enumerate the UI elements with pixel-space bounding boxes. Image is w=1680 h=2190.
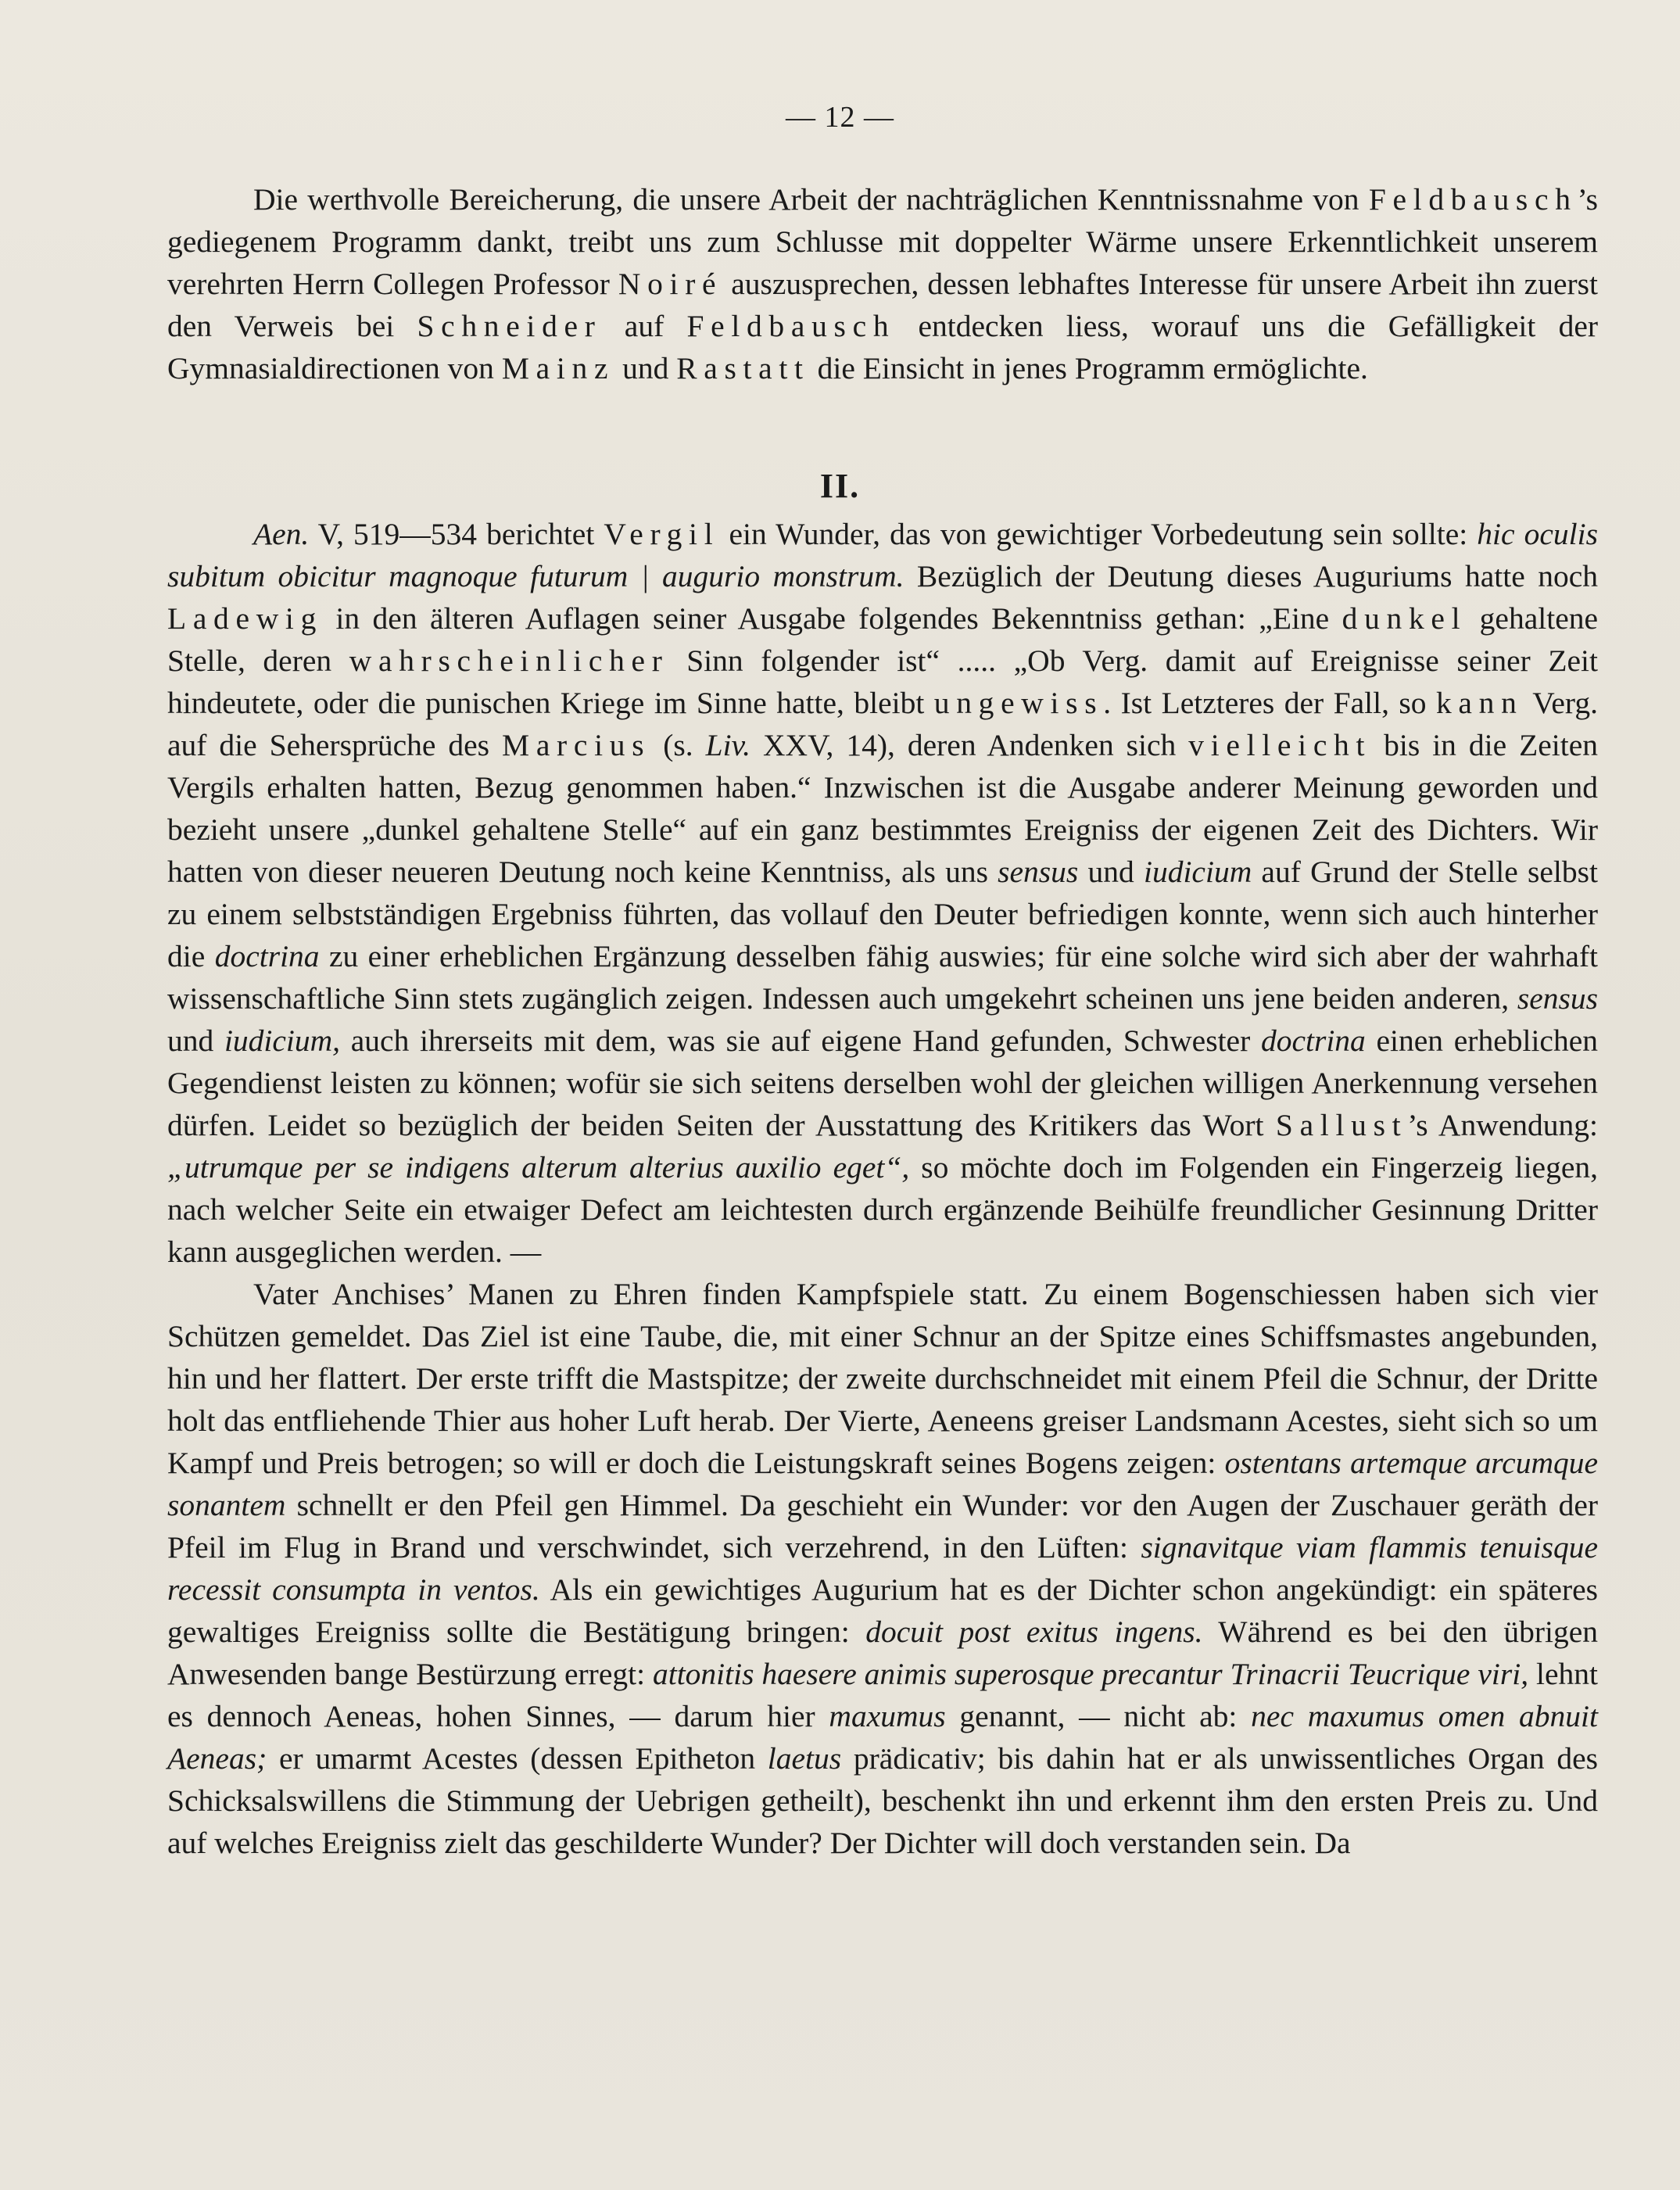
text-run: bis in die Zeiten Vergils erhalten hatten, Bezug genommen haben.“ Inzwischen ist die Ausgabe anderer Meinung geworden und bezieht unsere „dunkel gehaltene Stelle“ auf ein ganz bestimmtes Ereigniss der eigenen Zeit des Dichters. Wir hatten von dieser neueren Deutung noch keine Kenntniss, als uns bbox=[167, 728, 1599, 889]
italic-run: iudicium, bbox=[224, 1023, 341, 1058]
text-run: und bbox=[1078, 855, 1144, 889]
page-number: — 12 — bbox=[786, 101, 894, 134]
text-run: auf bbox=[601, 309, 687, 343]
spaced-word: wahrscheinlicher bbox=[349, 643, 669, 678]
italic-run: laetus bbox=[767, 1741, 842, 1776]
italic-run: doctrina bbox=[1260, 1023, 1366, 1058]
text-run: er umarmt Acestes (dessen Epitheton bbox=[267, 1741, 768, 1776]
text-run: die Einsicht in jenes Programm ermöglichte. bbox=[809, 351, 1368, 385]
text-run: . Ist Letzteres der Fall, so bbox=[1103, 686, 1436, 720]
text-run: ’s Anwendung: bbox=[1407, 1108, 1598, 1142]
italic-run: maxumus bbox=[829, 1699, 946, 1733]
text-run: gehaltene Stelle, deren bbox=[167, 601, 1599, 678]
spaced-name: Ladewig bbox=[167, 601, 324, 636]
paragraph-narrative bbox=[167, 1273, 1598, 1864]
text-run: V, 519—534 berichtet bbox=[309, 517, 604, 551]
text-run: auszusprechen, dessen lebhaftes Interesse für unsere Arbeit ihn zuerst den Verweis bei bbox=[167, 267, 1598, 343]
italic-run: Aen. bbox=[253, 517, 310, 551]
spaced-word: kann bbox=[1435, 686, 1524, 720]
latin-quote: signavitque viam flammis tenuisque recessit consumpta in ventos. bbox=[167, 1530, 1598, 1607]
text-run: Verg. auf die Sehersprüche des bbox=[167, 686, 1598, 762]
spaced-word: dunkel bbox=[1341, 601, 1467, 636]
spaced-name: Marcius bbox=[502, 728, 651, 762]
text-run: so möchte doch im Folgenden ein Fingerzeig liegen, nach welcher Seite ein etwaiger Defect am leichtesten durch ergänzende Beihülfe freundlicher Gesinnung Dritter kann ausgeglichen werden. — bbox=[167, 1150, 1598, 1269]
latin-quote: attonitis haesere animis superosque precantur Trinacrii Teucrique viri, bbox=[652, 1657, 1529, 1691]
text-block-intro bbox=[167, 178, 1598, 389]
spaced-word: vielleicht bbox=[1188, 728, 1372, 762]
italic-run: Liv. bbox=[705, 728, 751, 762]
text-run: Als ein gewichtiges Augurium hat es der Dichter schon angekündigt: ein späteres gewaltiges Ereigniss sollte die Bestätigung bringen: bbox=[167, 1572, 1599, 1649]
latin-quote: hic oculis subitum obicitur magnoque futurum | augurio monstrum. bbox=[167, 517, 1598, 593]
text-run: XXV, 14), deren Andenken sich bbox=[750, 728, 1189, 762]
text-run: Die werthvolle Bereicherung, die unsere Arbeit der nachträglichen Kenntnissnahme von bbox=[253, 182, 1369, 217]
section-heading: II. bbox=[819, 467, 861, 505]
spaced-name: Sallust bbox=[1275, 1108, 1408, 1142]
paragraph-acknowledgement bbox=[167, 178, 1598, 389]
text-run: Vater Anchises’ Manen zu Ehren finden Kampfspiele statt. Zu einem Bogenschiessen haben sich vier Schützen gemeldet. Das Ziel ist eine Taube, die, mit einer Schnur an der Spitze eines Schiffsmastes angebunden, hin und her flattert. Der erste trifft die Mastspitze; der zweite durchschneidet mit einem Pfeil die Schnur, der Dritte holt das entfliehende Thier aus hoher Luft herab. Der Vierte, Aeneens greiser Landsmann Acestes, sieht sich so um Kampf und Preis betrogen; so will er doch die Leistungskraft seines Bogens zeigen: bbox=[167, 1277, 1598, 1480]
spaced-name: Noiré bbox=[618, 267, 723, 301]
text-block-main bbox=[167, 513, 1598, 1864]
text-run: und bbox=[614, 351, 677, 385]
text-run: auf Grund der Stelle selbst zu einem selbstständigen Ergebniss führten, das vollauf den Deuter befriedigen konnte, wenn sich auch hinterher die bbox=[167, 855, 1598, 973]
text-run: Während es bei den übrigen Anwesenden bange Bestürzung erregt: bbox=[167, 1615, 1598, 1691]
spaced-name: Vergil bbox=[604, 517, 720, 551]
latin-quote: nec maxumus omen abnuit Aeneas; bbox=[167, 1699, 1598, 1776]
text-run: lehnt es dennoch Aeneas, hohen Sinnes, — darum hier bbox=[167, 1657, 1598, 1733]
text-run: genannt, — nicht ab: bbox=[945, 1699, 1252, 1733]
latin-quote: docuit post exitus ingens. bbox=[865, 1615, 1203, 1649]
text-run: ’s gediegenem Programm dankt, treibt uns zum Schlusse mit doppelter Wärme unsere Erkenntlichkeit unserem verehrten Herrn Collegen Professor bbox=[167, 182, 1598, 301]
spaced-word: ungewiss bbox=[933, 686, 1104, 720]
spaced-name: Mainz bbox=[501, 351, 615, 385]
italic-run: iudicium bbox=[1143, 855, 1252, 889]
text-run: Sinn folgender ist“ ..... „Ob Verg. damit auf Ereignisse seiner Zeit hindeutete, oder die punischen Kriege im Sinne hatte, bleibt bbox=[167, 643, 1598, 720]
spaced-name: Feldbausch bbox=[1368, 182, 1578, 217]
text-run: einen erheblichen Gegendienst leisten zu können; wofür sie sich seitens derselben wohl der gleichen willigen Anerkennung versehen dürfen. Leidet so bezüglich der beiden Seiten der Ausstattung des Kritikers das Wort bbox=[167, 1023, 1598, 1142]
text-run: ein Wunder, das von gewichtiger Vorbedeutung sein sollte: bbox=[719, 517, 1478, 551]
text-run: prädicativ; bis dahin hat er als unwissentliches Organ des Schicksalswillens die Stimmung der Uebrigen getheilt), beschenkt ihn und erkennt ihm den ersten Preis zu. Und auf welches Ereigniss zielt das geschilderte Wunder? Der Dichter will doch verstanden sein. Da bbox=[167, 1741, 1598, 1860]
text-run: schnellt er den Pfeil gen Himmel. Da geschieht ein Wunder: vor den Augen der Zuschauer geräth der Pfeil im Flug in Brand und verschwindet, sich verzehrend, in den Lüften: bbox=[167, 1488, 1598, 1565]
spaced-name: Feldbausch bbox=[686, 309, 896, 343]
text-run: auch ihrerseits mit dem, was sie auf eigene Hand gefunden, Schwester bbox=[340, 1023, 1261, 1058]
text-run: (s. bbox=[650, 728, 706, 762]
text-run: Bezüglich der Deutung dieses Auguriums hatte noch bbox=[904, 559, 1598, 593]
italic-run: sensus bbox=[1517, 981, 1598, 1016]
text-run: in den älteren Auflagen seiner Ausgabe folgendes Bekenntniss gethan: „Eine bbox=[323, 601, 1342, 636]
text-run: zu einer erheblichen Ergänzung desselben fähig auswies; für eine solche wird sich aber der wahrhaft wissenschaftliche Sinn stets zugänglich zeigen. Indessen auch umgekehrt scheinen uns jene beiden anderen, bbox=[167, 939, 1599, 1016]
latin-quote: ostentans artemque arcumque sonantem bbox=[167, 1446, 1599, 1522]
text-run: entdecken liess, worauf uns die Gefälligkeit der Gymnasialdirectionen von bbox=[167, 309, 1599, 385]
text-run: und bbox=[167, 1023, 224, 1058]
italic-run: doctrina bbox=[214, 939, 320, 973]
latin-quote: „utrumque per se indigens alterum alterius auxilio eget“, bbox=[167, 1150, 910, 1185]
paragraph-augurium bbox=[167, 513, 1598, 1273]
spaced-name: Rastatt bbox=[676, 351, 810, 385]
italic-run: sensus bbox=[998, 855, 1079, 889]
spaced-name: Schneider bbox=[417, 309, 602, 343]
